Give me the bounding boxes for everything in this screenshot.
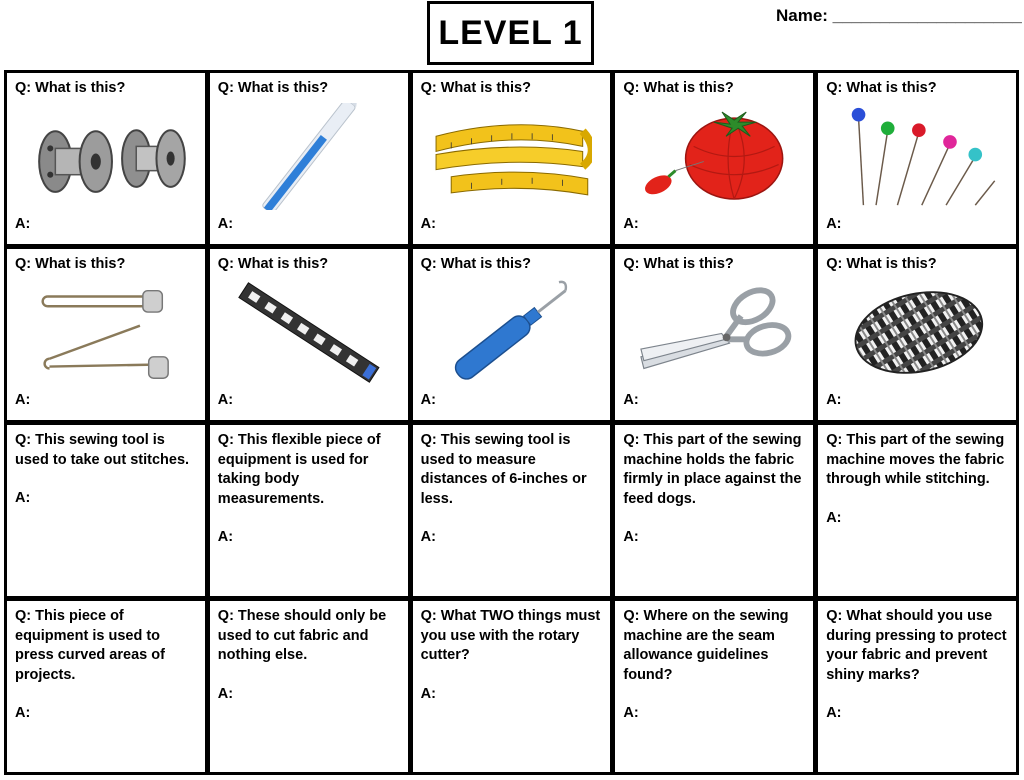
question-cell-7 (210, 249, 408, 420)
answer-label: A: (420, 529, 436, 545)
question-text: Q: Where on the sewing machine are the seam allowance guidelines found? (623, 608, 789, 683)
question-cell-8 (413, 249, 611, 420)
answer-label: A: (420, 685, 436, 702)
question-text: Q: This sewing tool is used to take out stitches. (15, 432, 190, 468)
answer-label: A: (15, 705, 31, 721)
question-text: Q: What is this? (420, 80, 531, 96)
question-text: Q: This sewing tool is used to measure distances of 6-inches or less. (420, 432, 587, 507)
answer-label: A: (623, 529, 639, 545)
question-cell-3 (413, 73, 611, 244)
question-text: Q: This part of the sewing machine moves the fabric through while stitching. (826, 432, 1005, 487)
question-cell-14 (615, 425, 813, 596)
answer-label: A: (15, 391, 31, 408)
question-text: Q: What is this? (15, 256, 126, 272)
question-text: Q: What is this? (623, 256, 734, 272)
answer-label: A: (15, 215, 31, 232)
answer-label: A: (826, 509, 842, 526)
question-text: Q: What is this? (826, 80, 937, 96)
answer-label: A: (217, 215, 234, 232)
answer-label: A: (826, 391, 842, 408)
answer-label: A: (15, 490, 31, 506)
question-text: Q: This piece of equipment is used to press curved areas of projects. (15, 608, 165, 683)
question-cell-1 (7, 73, 205, 244)
answer-label: A: (623, 705, 639, 721)
answer-label: A: (217, 391, 234, 408)
question-cell-4 (615, 73, 813, 244)
question-text: Q: What TWO things must you use with the rotary cutter? (420, 608, 601, 663)
question-cell-19 (615, 601, 813, 772)
question-cell-2 (210, 73, 408, 244)
question-text: Q: This flexible piece of equipment is used for taking body measurements. (217, 432, 381, 507)
answer-label: A: (826, 215, 842, 232)
question-cell-20 (818, 601, 1016, 772)
question-cell-17 (210, 601, 408, 772)
worksheet-grid (4, 70, 1019, 775)
question-text: Q: What is this? (217, 80, 329, 96)
level-title-box (427, 1, 594, 65)
question-cell-6 (7, 249, 205, 420)
question-cell-13 (413, 425, 611, 596)
answer-label: A: (217, 685, 234, 702)
needle-threader-bar-icon (228, 279, 390, 386)
question-text: Q: What is this? (623, 80, 734, 96)
straight-pins-icon (836, 103, 998, 210)
answer-label: A: (623, 215, 639, 232)
bobbin-icon (25, 103, 187, 210)
question-cell-9 (615, 249, 813, 420)
question-text: Q: What is this? (217, 256, 329, 272)
question-cell-12 (210, 425, 408, 596)
question-cell-18 (413, 601, 611, 772)
pincushion-icon (633, 103, 795, 210)
tape-measure-icon (431, 103, 593, 210)
pressing-ham-icon (836, 279, 998, 386)
question-cell-11 (7, 425, 205, 596)
question-text: Q: These should only be used to cut fabric and nothing else. (217, 608, 387, 663)
question-text: Q: What is this? (420, 256, 531, 272)
fabric-marker-icon (228, 103, 390, 210)
question-text: Q: What is this? (15, 80, 126, 96)
answer-label: A: (623, 391, 639, 408)
page-title: LEVEL 1 (438, 13, 583, 52)
question-cell-10 (818, 249, 1016, 420)
question-text: Q: What should you use during pressing to protect your fabric and prevent shiny marks? (826, 608, 1007, 683)
safety-pins-icon (25, 279, 187, 386)
question-text: Q: This part of the sewing machine holds the fabric firmly in place against the feed dogs. (623, 432, 802, 507)
name-field-label: Name: ____________________ (776, 6, 1022, 25)
answer-label: A: (420, 215, 436, 232)
answer-label: A: (420, 391, 436, 408)
question-cell-5 (818, 73, 1016, 244)
seam-ripper-icon (431, 279, 593, 386)
answer-label: A: (217, 529, 234, 545)
answer-label: A: (826, 705, 842, 721)
shears-icon (633, 279, 795, 386)
question-cell-15 (818, 425, 1016, 596)
question-text: Q: What is this? (826, 256, 937, 272)
question-cell-16 (7, 601, 205, 772)
